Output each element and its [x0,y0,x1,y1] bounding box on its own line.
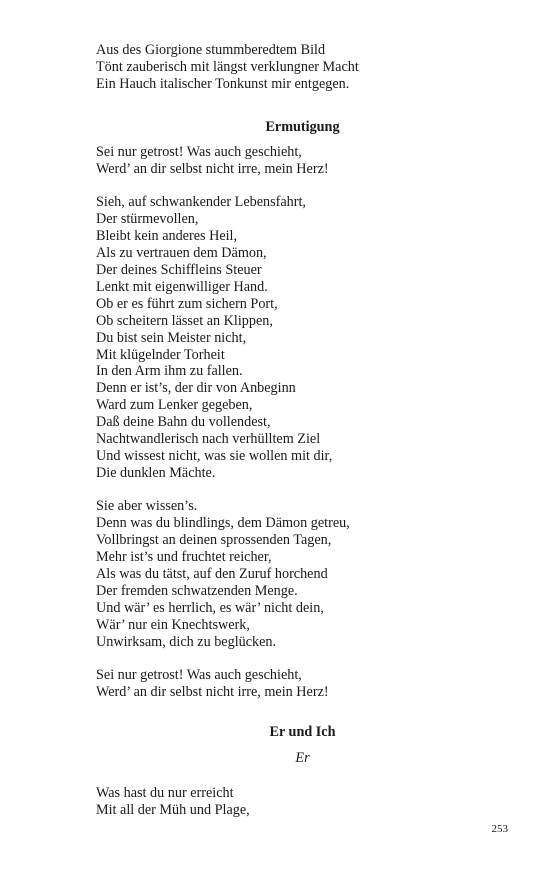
verse-line: Als was du tätst, auf den Zuruf horchend [96,566,328,582]
verse-line: Unwirksam, dich zu beglücken. [96,634,277,650]
verse-line: Die dunklen Mächte. [96,465,216,481]
verse-line: Tönt zauberisch mit längst verklungner Macht [96,59,359,75]
verse-line: Sei nur getrost! Was auch geschieht, [96,144,302,160]
verse-line: Mit klügelnder Torheit [96,347,225,363]
verse-line: Sie aber wissen’s. [96,498,198,514]
verse-line: Ob scheitern lässet an Klippen, [96,313,273,329]
verse-line: Der stürmevollen, [96,211,199,227]
page-number: 253 [491,823,508,835]
verse-line: Denn was du blindlings, dem Dämon getreu, [96,515,350,531]
verse-line: Der deines Schiffleins Steuer [96,262,262,278]
verse-line: Was hast du nur erreicht [96,785,234,801]
verse-line: Werd’ an dir selbst nicht irre, mein Herz! [96,161,329,177]
verse-line: Ward zum Lenker gegeben, [96,397,253,413]
verse-line: Daß deine Bahn du vollendest, [96,414,271,430]
verse-line: Und wissest nicht, was sie wollen mit dir, [96,448,333,464]
verse-line: Ob er es führt zum sichern Port, [96,296,278,312]
speaker-label: Er [295,750,310,766]
verse-line: Lenkt mit eigenwilliger Hand. [96,279,268,295]
verse-line: Denn er ist’s, der dir von Anbeginn [96,380,296,396]
verse-line: Sei nur getrost! Was auch geschieht, [96,667,302,683]
poem-title: Ermutigung [265,119,340,135]
verse-line: Nachtwandlerisch nach verhülltem Ziel [96,431,321,447]
verse-line: Und wär’ es herrlich, es wär’ nicht dein, [96,600,324,616]
verse-line: Mit all der Müh und Plage, [96,802,250,818]
verse-line: Vollbringst an deinen sprossenden Tagen, [96,532,332,548]
verse-line: In den Arm ihm zu fallen. [96,363,243,379]
verse-line: Ein Hauch italischer Tonkunst mir entgegen. [96,76,350,92]
verse-line: Werd’ an dir selbst nicht irre, mein Herz! [96,684,329,700]
verse-line: Du bist sein Meister nicht, [96,330,247,346]
verse-line: Aus des Giorgione stummberedtem Bild [96,42,326,58]
verse-line: Der fremden schwatzenden Menge. [96,583,298,599]
verse-line: Wär’ nur ein Knechtswerk, [96,617,250,633]
verse-line: Bleibt kein anderes Heil, [96,228,238,244]
verse-line: Als zu vertrauen dem Dämon, [96,245,267,261]
poem-title: Er und Ich [269,724,336,740]
verse-line: Mehr ist’s und fruchtet reicher, [96,549,272,565]
verse-line: Sieh, auf schwankender Lebensfahrt, [96,194,306,210]
